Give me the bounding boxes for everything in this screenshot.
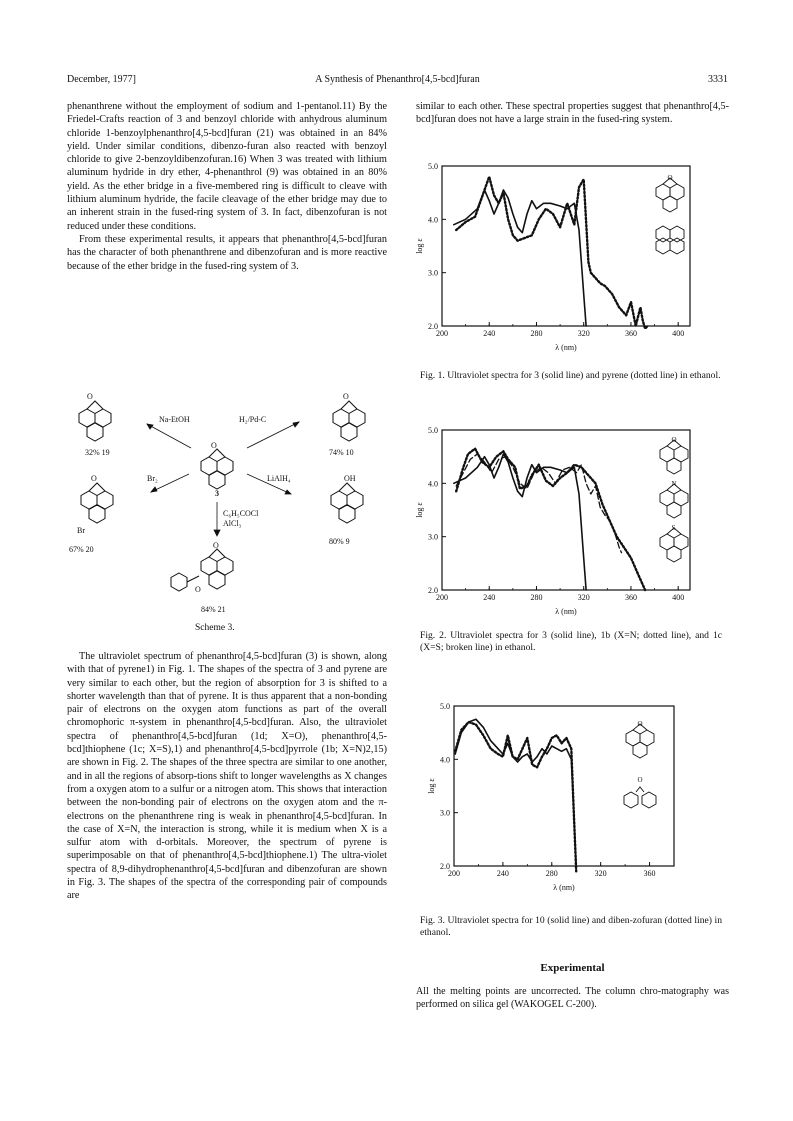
carbonyl-o: O bbox=[195, 585, 201, 594]
figure-2-caption: Fig. 2. Ultraviolet spectra for 3 (solid line), 1b (X=N; dotted line), and 1c (X=S; broken line) in ethanol. bbox=[420, 630, 722, 653]
compound-3-label: 3 bbox=[215, 489, 219, 498]
y-tick-label: 4.0 bbox=[440, 755, 450, 765]
right-column-top bbox=[416, 100, 729, 127]
structure-phenanthrofuran bbox=[656, 174, 684, 212]
left-column-top bbox=[67, 100, 387, 273]
scheme-caption: Scheme 3. bbox=[195, 623, 235, 633]
plot-frame bbox=[442, 166, 690, 326]
y-axis-label: log ε bbox=[415, 238, 424, 254]
x-tick-label: 240 bbox=[483, 329, 496, 338]
figure-2-plot bbox=[412, 424, 712, 624]
y-tick-label: 5.0 bbox=[440, 702, 450, 711]
figure-2 bbox=[412, 424, 712, 624]
x-axis-label: λ (nm) bbox=[553, 883, 575, 892]
y-tick-label: 3.0 bbox=[428, 268, 438, 278]
header-title: A Synthesis of Phenanthro[4,5-bcd]furan bbox=[315, 74, 480, 85]
figure-1 bbox=[412, 160, 712, 365]
y-tick-label: 2.0 bbox=[428, 322, 438, 331]
series-line-2 bbox=[455, 722, 576, 871]
structure-phenanthrofuran bbox=[660, 436, 688, 474]
y-tick-label: 5.0 bbox=[428, 162, 438, 171]
o-label: O bbox=[87, 392, 93, 401]
header-date: December, 1977] bbox=[67, 74, 137, 85]
reagent-h2-pd: H₂/Pd-C bbox=[239, 415, 267, 424]
figure-1-plot bbox=[412, 160, 712, 365]
yield-21: 84% 21 bbox=[201, 605, 226, 614]
y-tick-label: 3.0 bbox=[440, 808, 450, 818]
x-tick-label: 200 bbox=[436, 329, 448, 338]
heteroatom-label: O bbox=[667, 174, 673, 182]
x-tick-label: 240 bbox=[483, 593, 496, 602]
paragraph: phenanthrene without the employment of sodium and 1-pentanol.11) By the Friedel-Crafts reaction of 3 and benzoyl chloride with anhydrous aluminum chloride 1-benzoylphenanthro[4,5-bcd]furan (21) was obtained in an 84% yield. Under similar conditions, dibenzo-furan also reacted with benzoyl chloride to give 2-benzoyldibenzofuran.16) When 3 was treated with lithium aluminum hydride in dry ether, 4-phenanthrol (9) was obtained in an 80% yield. As the ether bridge in a five-membered ring is difficult to cleave with lithium aluminum hydride, the facile cleavage of the ether bridge may due to an inherent strain in the fused-ring system of 3. In fact, dibenzofuran is not reduced under these conditions. bbox=[67, 101, 387, 232]
x-tick-label: 400 bbox=[672, 329, 685, 338]
y-tick-label: 3.0 bbox=[428, 532, 438, 542]
structure-phenanthropyrrole bbox=[660, 480, 688, 518]
running-header bbox=[67, 74, 728, 88]
experimental-text: All the melting points are uncorrected. The column chro-matography was performed on silica gel (WAKOGEL C-200). bbox=[416, 986, 729, 1010]
x-axis-label: λ (nm) bbox=[555, 607, 577, 616]
series-line-2 bbox=[456, 177, 647, 329]
y-tick-label: 4.0 bbox=[428, 215, 438, 225]
o-label: O bbox=[91, 474, 97, 483]
reagent-benzoyl-chloride: C₆H₅COCl bbox=[223, 509, 259, 518]
heteroatom-label: S bbox=[671, 524, 676, 532]
o-label: O bbox=[343, 392, 349, 401]
reagent-alcl3: AlCl₃ bbox=[223, 519, 242, 528]
y-tick-label: 5.0 bbox=[428, 426, 438, 435]
y-tick-label: 4.0 bbox=[428, 479, 438, 489]
x-tick-label: 320 bbox=[594, 869, 607, 878]
y-tick-label: 2.0 bbox=[440, 862, 450, 871]
x-tick-label: 320 bbox=[577, 593, 590, 602]
heteroatom-label: O bbox=[671, 436, 677, 444]
figure-3-plot bbox=[412, 700, 712, 908]
scheme-drawing bbox=[67, 378, 387, 636]
structure-dibenzofuran bbox=[624, 776, 656, 808]
series-line-3 bbox=[456, 454, 621, 553]
scheme-3 bbox=[67, 378, 387, 636]
x-tick-label: 280 bbox=[545, 869, 558, 878]
x-tick-label: 200 bbox=[448, 869, 460, 878]
reagent-br2: Br₂ bbox=[147, 474, 158, 483]
oh-label: OH bbox=[344, 474, 356, 483]
heteroatom-label: O bbox=[637, 776, 643, 784]
figure-3-caption: Fig. 3. Ultraviolet spectra for 10 (solid line) and diben-zofuran (dotted line) in ethanol. bbox=[420, 915, 722, 938]
figure-1-caption: Fig. 1. Ultraviolet spectra for 3 (solid line) and pyrene (dotted line) in ethanol. bbox=[420, 370, 721, 381]
x-tick-label: 200 bbox=[436, 593, 448, 602]
section-title-experimental: Experimental bbox=[540, 962, 605, 974]
paragraph: From these experimental results, it appears that phenanthro[4,5-bcd]furan has the character of both phenanthrene and dibenzofuran and is more reactive because of the ether bridge in the fused-ring system of 3. bbox=[67, 233, 387, 272]
plot-frame bbox=[442, 430, 690, 590]
x-tick-label: 360 bbox=[624, 329, 637, 338]
x-tick-label: 320 bbox=[577, 329, 590, 338]
x-tick-label: 240 bbox=[496, 869, 509, 878]
yield-20: 67% 20 bbox=[69, 545, 94, 554]
x-tick-label: 360 bbox=[643, 869, 656, 878]
series-line-1 bbox=[455, 719, 576, 866]
y-axis-label: log ε bbox=[415, 502, 424, 518]
x-axis-label: λ (nm) bbox=[555, 343, 577, 352]
figure-3 bbox=[412, 700, 712, 908]
page-number: 3331 bbox=[708, 74, 728, 85]
o-label: O bbox=[211, 441, 217, 450]
heteroatom-label: N bbox=[671, 480, 677, 488]
structure-pyrene bbox=[656, 226, 684, 254]
br-substituent: Br bbox=[77, 526, 85, 535]
x-tick-label: 360 bbox=[624, 593, 637, 602]
reagent-na-etoh: Na-EtOH bbox=[159, 415, 190, 424]
y-tick-label: 2.0 bbox=[428, 586, 438, 595]
yield-19: 32% 19 bbox=[85, 448, 110, 457]
heteroatom-label: O bbox=[637, 720, 643, 728]
o-label: O bbox=[213, 541, 219, 550]
x-tick-label: 280 bbox=[530, 593, 543, 602]
series-line-2 bbox=[456, 449, 645, 590]
structure-phenanthrothiophene bbox=[660, 524, 688, 562]
x-tick-label: 400 bbox=[672, 593, 685, 602]
y-axis-label: log ε bbox=[427, 778, 436, 794]
structure-dihydrophenanthrofuran bbox=[626, 720, 654, 758]
x-tick-label: 280 bbox=[530, 329, 543, 338]
paragraph: The ultraviolet spectrum of phenanthro[4,5-bcd]furan (3) is shown, along with that of pyrene1) in Fig. 1. The shapes of the spectra of 3 and pyrene are very similar to each other, but the region of absorption for 3 is shifted to a shorter wavelength than that of pyrene. It is thus apparent that a non-bonding pair of electrons on the oxygen atom functions as part of the overall chromophoric π-system in phenanthro[4,5-bcd]furan. Also, the ultraviolet spectra of phenanthro[4,5-bcd]furan (1d; X=O), phenanthro[4,5-bcd]thiophene (1c; X=S),1) and phenanthro[4,5-bcd]pyrrole (1b; X=N)2,15) are shown in Fig. 2. The shapes of the three spectra are similar to one another, and in all the regions of absorp-tions shift to longer wavelengths as X changes from a oxygen atom to a sulfur or a nitrogen atom. This shows that interaction between the non-bonding pair of electrons on the oxygen atom and the π-electrons on the phenanthrene ring is weak in phenanthro[4,5-bcd]furan. In the case of X=N, the interaction is strong, while it is medium when X is a sulfur atom with d-orbitals. Moreover, the spectrum of pyrene is superimposable on that of phenanthro[4,5-bcd]thiophene.1) The ultra-violet spectra of 8,9-dihydrophenanthro[4,5-bcd]furan and dibenzofuran are shown in Fig. 3. The shapes of the spectra of the corresponding pair of compounds are bbox=[67, 651, 387, 902]
plot-frame bbox=[454, 706, 674, 866]
yield-9: 80% 9 bbox=[329, 537, 350, 546]
yield-10: 74% 10 bbox=[329, 448, 354, 457]
reagent-lialh4: LiAlH₄ bbox=[267, 474, 291, 483]
left-column-bottom bbox=[67, 650, 387, 903]
paragraph: similar to each other. These spectral properties suggest that phenanthro[4,5-bcd]furan does not have a large strain in the fused-ring system. bbox=[416, 101, 729, 126]
